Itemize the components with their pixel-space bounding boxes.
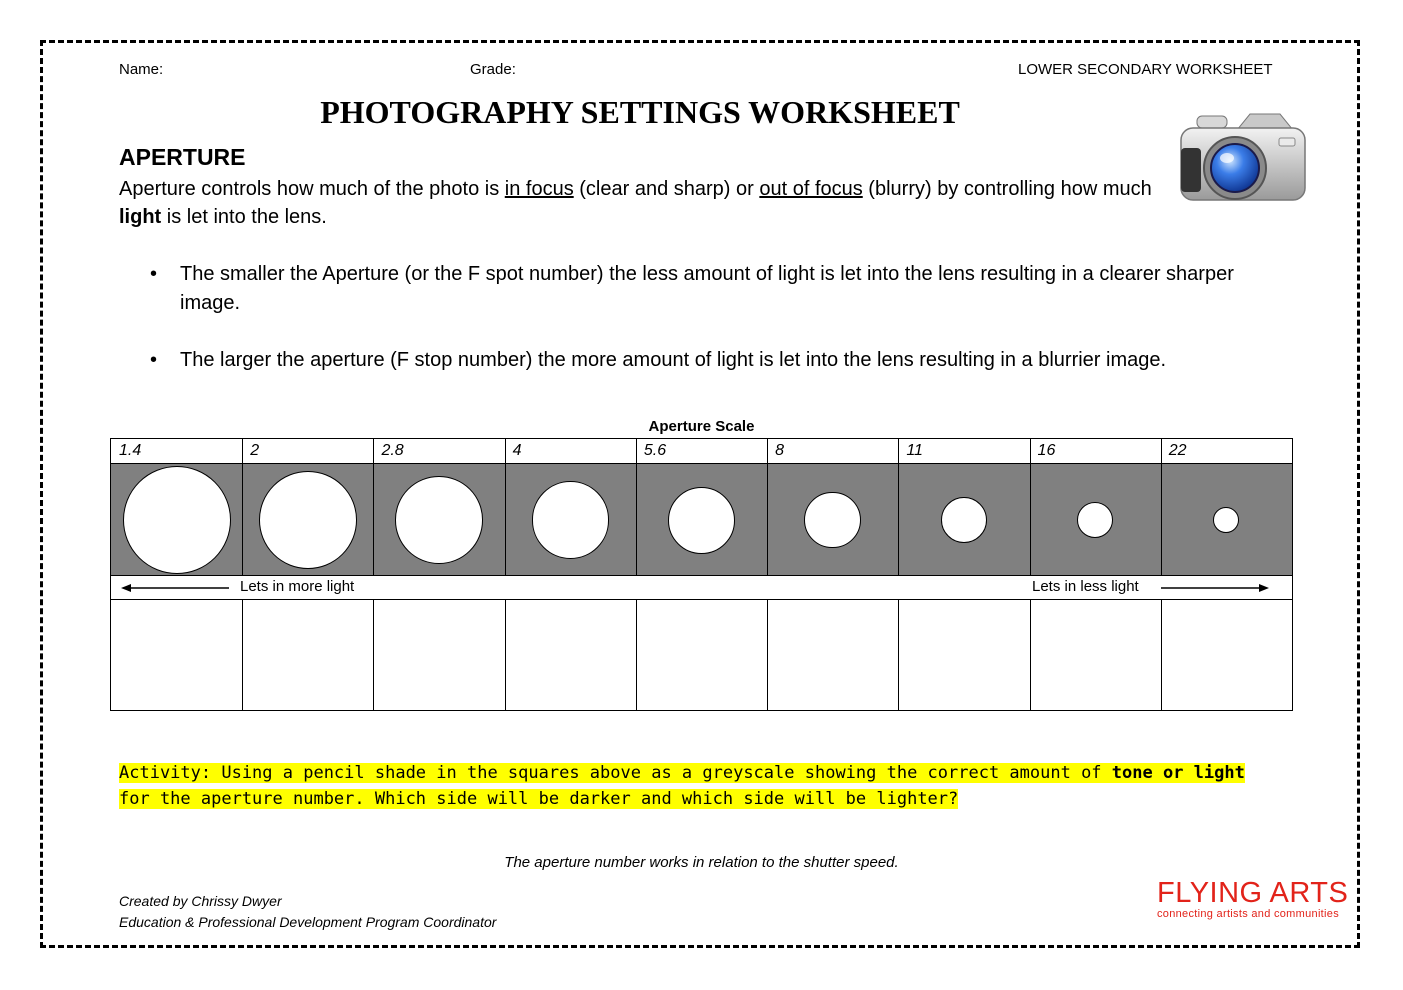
bullet-dot-icon: • (150, 349, 158, 371)
aperture-opening (941, 497, 988, 544)
f-stop-label: 16 (1037, 442, 1056, 459)
intro-text: (clear and sharp) or (573, 178, 760, 200)
column-divider (373, 600, 374, 711)
f-stop-header-row (111, 439, 1292, 463)
light-term: light (119, 206, 162, 228)
aperture-opening (532, 481, 609, 558)
f-stop-label: 8 (775, 442, 785, 459)
grade-label: Grade: (470, 61, 516, 78)
f-stop-label: 22 (1168, 442, 1187, 459)
column-divider (1030, 439, 1031, 576)
column-divider (1161, 600, 1162, 711)
column-divider (242, 439, 243, 576)
f-stop-label: 4 (512, 442, 522, 459)
f-stop-label: 11 (906, 442, 923, 459)
bullet-item (150, 260, 1270, 318)
section-heading: APERTURE (119, 144, 246, 170)
more-light-caption: Lets in more light (240, 578, 355, 595)
page-title: PHOTOGRAPHY SETTINGS WORKSHEET (320, 94, 960, 130)
worksheet-level: LOWER SECONDARY WORKSHEET (1018, 61, 1273, 78)
intro-text: (blurry) by controlling how much (862, 178, 1152, 200)
column-divider (767, 439, 768, 576)
aperture-opening (804, 492, 861, 549)
shutter-note: The aperture number works in relation to the shutter speed. (504, 854, 899, 871)
aperture-opening (668, 487, 735, 554)
column-divider (1161, 439, 1162, 576)
intro-text: is let into the lens. (161, 206, 327, 228)
aperture-opening (1077, 502, 1113, 538)
f-stop-label: 5.6 (643, 442, 667, 459)
aperture-opening (1213, 507, 1239, 533)
aperture-intro (119, 175, 1159, 231)
column-divider (373, 439, 374, 576)
column-divider (898, 439, 899, 576)
aperture-scale-table (110, 438, 1293, 711)
logo-name: FLYING ARTS (1157, 877, 1349, 909)
f-stop-label: 2.8 (381, 442, 404, 459)
bullet-text: The smaller the Aperture (or the F spot number) the less amount of light is let into the lens resulting in a clearer sharper image. (180, 263, 1234, 314)
column-divider (636, 600, 637, 711)
f-stop-label: 1.4 (119, 442, 142, 459)
column-divider (1030, 600, 1031, 711)
out-of-focus-term: out of focus (759, 178, 863, 200)
aperture-diagram-row (111, 463, 1292, 576)
column-divider (505, 600, 506, 711)
column-divider (242, 600, 243, 711)
flying-arts-logo (1157, 878, 1348, 920)
light-direction-row (111, 576, 1292, 600)
bullet-list (150, 260, 1270, 403)
shading-row (111, 600, 1292, 711)
column-divider (505, 439, 506, 576)
column-divider (767, 600, 768, 711)
author-role: Education & Professional Development Program Coordinator (119, 914, 497, 930)
activity-text: for the aperture number. Which side will be darker and which side will be lighter? (119, 789, 959, 809)
activity-text: Activity: Using a pencil shade in the squares above as a greyscale showing the correct amount of (119, 763, 1112, 783)
intro-text: Aperture controls how much of the photo is (119, 178, 505, 200)
less-light-caption: Lets in less light (1032, 578, 1139, 595)
bullet-item (150, 346, 1270, 375)
f-stop-label: 2 (250, 442, 260, 459)
scale-title: Aperture Scale (648, 418, 755, 435)
bullet-dot-icon: • (150, 263, 158, 285)
arrow-left-icon (121, 581, 231, 595)
arrow-right-icon (1161, 581, 1271, 595)
aperture-opening (123, 466, 231, 574)
in-focus-term: in focus (504, 178, 574, 200)
column-divider (898, 600, 899, 711)
activity-emphasis: tone or light (1111, 763, 1245, 783)
activity-instructions (119, 760, 1269, 812)
bullet-text: The larger the aperture (F stop number) the more amount of light is let into the lens resulting in a blurrier image. (180, 349, 1167, 371)
column-divider (636, 439, 637, 576)
aperture-opening (395, 476, 483, 564)
author-credit: Created by Chrissy Dwyer (119, 893, 282, 909)
camera-icon (1175, 108, 1325, 208)
name-label: Name: (119, 61, 164, 78)
aperture-opening (259, 471, 357, 569)
logo-tagline: connecting artists and communities (1157, 908, 1340, 920)
